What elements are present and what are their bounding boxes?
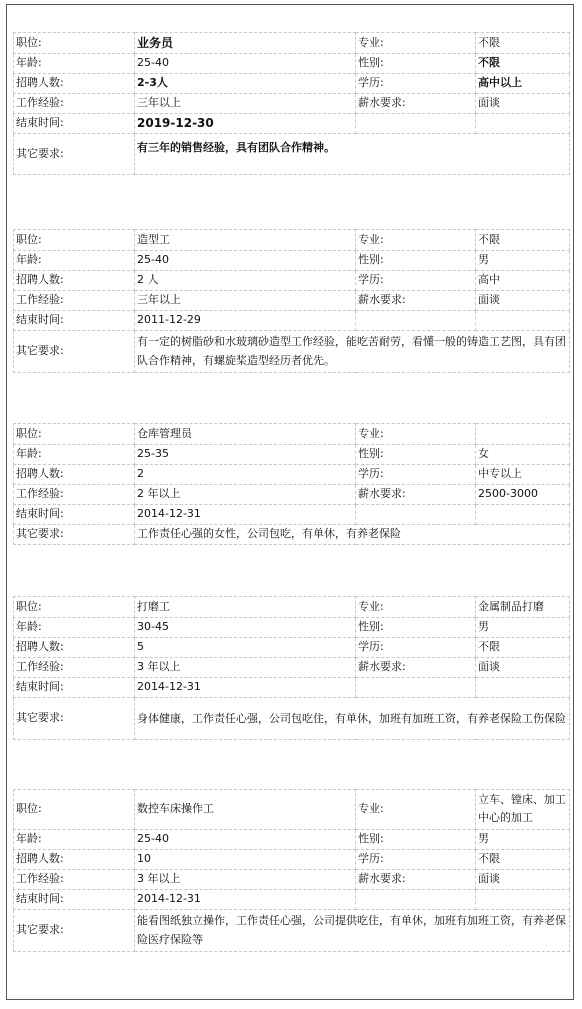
label-education: 学历: (356, 74, 476, 94)
label-gender: 性别: (356, 618, 476, 638)
value-headcount: 2 人 (135, 271, 356, 291)
label-experience: 工作经验: (14, 485, 135, 505)
label-position: 职位: (14, 230, 135, 251)
label-end-time: 结束时间: (14, 890, 135, 910)
empty-cell (356, 311, 476, 331)
value-experience: 三年以上 (135, 94, 356, 114)
label-major: 专业: (356, 597, 476, 618)
label-gender: 性别: (356, 445, 476, 465)
label-headcount: 招聘人数: (14, 638, 135, 658)
value-end-time: 2014-12-31 (135, 678, 356, 698)
label-headcount: 招聘人数: (14, 465, 135, 485)
label-experience: 工作经验: (14, 94, 135, 114)
value-position: 仓库管理员 (135, 424, 356, 445)
label-other: 其它要求: (14, 698, 135, 740)
label-position: 职位: (14, 33, 135, 54)
label-age: 年龄: (14, 54, 135, 74)
label-salary: 薪水要求: (356, 870, 476, 890)
value-age: 25-35 (135, 445, 356, 465)
value-major: 立车、镗床、加工中心的加工 (476, 790, 570, 830)
label-other: 其它要求: (14, 134, 135, 175)
value-end-time: 2011-12-29 (135, 311, 356, 331)
label-other: 其它要求: (14, 331, 135, 373)
empty-cell (476, 890, 570, 910)
label-experience: 工作经验: (14, 658, 135, 678)
value-other: 工作责任心强的女性，公司包吃，有单休，有养老保险 (135, 525, 570, 545)
value-headcount: 10 (135, 850, 356, 870)
value-education: 不限 (476, 638, 570, 658)
empty-cell (356, 890, 476, 910)
job-table-3 (13, 423, 570, 545)
value-education: 高中 (476, 271, 570, 291)
value-salary: 面谈 (476, 870, 570, 890)
label-other: 其它要求: (14, 910, 135, 952)
label-education: 学历: (356, 271, 476, 291)
value-age: 25-40 (135, 251, 356, 271)
value-major (476, 424, 570, 445)
value-headcount: 2 (135, 465, 356, 485)
label-age: 年龄: (14, 445, 135, 465)
label-experience: 工作经验: (14, 870, 135, 890)
value-salary: 面谈 (476, 291, 570, 311)
value-position: 打磨工 (135, 597, 356, 618)
label-education: 学历: (356, 638, 476, 658)
job-table-2 (13, 229, 570, 373)
value-age: 25-40 (135, 54, 356, 74)
value-salary: 面谈 (476, 658, 570, 678)
value-headcount: 5 (135, 638, 356, 658)
value-experience: 2 年以上 (135, 485, 356, 505)
value-position: 造型工 (135, 230, 356, 251)
label-major: 专业: (356, 424, 476, 445)
value-age: 25-40 (135, 830, 356, 850)
empty-cell (356, 678, 476, 698)
empty-cell (356, 114, 476, 134)
label-salary: 薪水要求: (356, 291, 476, 311)
value-gender: 女 (476, 445, 570, 465)
value-gender: 不限 (476, 54, 570, 74)
empty-cell (476, 505, 570, 525)
value-gender: 男 (476, 830, 570, 850)
value-age: 30-45 (135, 618, 356, 638)
value-experience: 3 年以上 (135, 870, 356, 890)
value-end-time: 2014-12-31 (135, 890, 356, 910)
value-other: 有三年的销售经验，具有团队合作精神。 (135, 134, 570, 175)
value-gender: 男 (476, 618, 570, 638)
job-table-1 (13, 32, 570, 175)
label-age: 年龄: (14, 251, 135, 271)
value-headcount: 2-3人 (135, 74, 356, 94)
label-salary: 薪水要求: (356, 485, 476, 505)
label-gender: 性别: (356, 830, 476, 850)
label-headcount: 招聘人数: (14, 74, 135, 94)
value-education: 高中以上 (476, 74, 570, 94)
value-education: 中专以上 (476, 465, 570, 485)
value-experience: 3 年以上 (135, 658, 356, 678)
job-table-5 (13, 789, 570, 952)
label-salary: 薪水要求: (356, 94, 476, 114)
label-education: 学历: (356, 850, 476, 870)
value-experience: 三年以上 (135, 291, 356, 311)
value-end-time: 2019-12-30 (135, 114, 356, 134)
empty-cell (356, 505, 476, 525)
value-position: 数控车床操作工 (135, 790, 356, 830)
label-age: 年龄: (14, 830, 135, 850)
value-major: 不限 (476, 33, 570, 54)
value-other: 有一定的树脂砂和水玻璃砂造型工作经验，能吃苦耐劳，看懂一般的铸造工艺图，具有团队合作精神，有螺旋桨造型经历者优先。 (135, 331, 570, 373)
label-gender: 性别: (356, 251, 476, 271)
label-major: 专业: (356, 230, 476, 251)
value-other: 身体健康，工作责任心强，公司包吃住，有单休，加班有加班工资，有养老保险工伤保险 (135, 698, 570, 740)
value-position: 业务员 (135, 33, 356, 54)
job-table-4 (13, 596, 570, 740)
value-salary: 2500-3000 (476, 485, 570, 505)
label-position: 职位: (14, 790, 135, 830)
value-gender: 男 (476, 251, 570, 271)
label-education: 学历: (356, 465, 476, 485)
label-other: 其它要求: (14, 525, 135, 545)
label-headcount: 招聘人数: (14, 850, 135, 870)
label-position: 职位: (14, 424, 135, 445)
label-end-time: 结束时间: (14, 678, 135, 698)
value-end-time: 2014-12-31 (135, 505, 356, 525)
label-gender: 性别: (356, 54, 476, 74)
empty-cell (476, 311, 570, 331)
label-position: 职位: (14, 597, 135, 618)
label-experience: 工作经验: (14, 291, 135, 311)
label-salary: 薪水要求: (356, 658, 476, 678)
label-major: 专业: (356, 790, 476, 830)
label-end-time: 结束时间: (14, 505, 135, 525)
label-age: 年龄: (14, 618, 135, 638)
value-major: 不限 (476, 230, 570, 251)
value-salary: 面谈 (476, 94, 570, 114)
value-other: 能看图纸独立操作，工作责任心强，公司提供吃住，有单休，加班有加班工资，有养老保险医疗保险等 (135, 910, 570, 952)
label-major: 专业: (356, 33, 476, 54)
label-end-time: 结束时间: (14, 311, 135, 331)
label-end-time: 结束时间: (14, 114, 135, 134)
value-education: 不限 (476, 850, 570, 870)
empty-cell (476, 678, 570, 698)
empty-cell (476, 114, 570, 134)
label-headcount: 招聘人数: (14, 271, 135, 291)
value-major: 金属制品打磨 (476, 597, 570, 618)
